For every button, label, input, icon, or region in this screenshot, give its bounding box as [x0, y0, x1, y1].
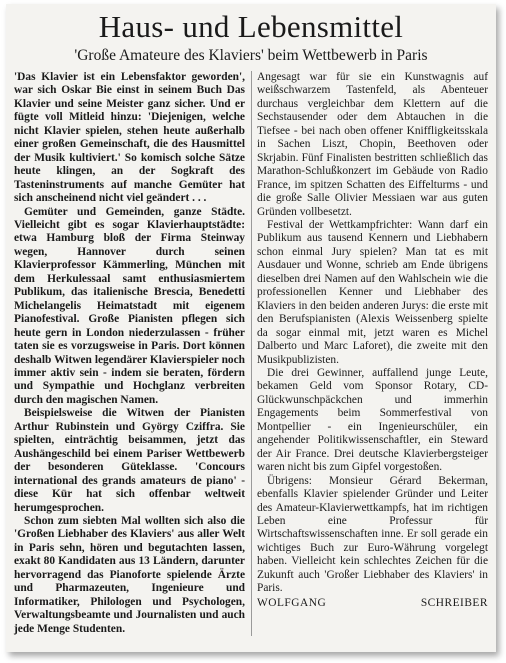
paragraph: Schon zum siebten Mal wollten sich also die 'Großen Liebhaber des Klaviers' aus aller Welt in Paris sehn, hören und begutachten lassen, exakt 80 Kandidaten aus 13 Ländern, darunter hervorragend das Pianoforte spielende Ärzte und Pharmazeuten, Ingenieure und Informatiker, Philologen und Psychologen, Verwaltungsbeamte und Journalisten und auch jede Menge Studenten. — [14, 514, 245, 635]
author-first-name: WOLFGANG — [257, 596, 327, 609]
article-columns — [14, 71, 488, 636]
left-column — [14, 71, 245, 636]
paragraph: Übrigens: Monsieur Gérard Bekerman, ebenfalls Klavier spielender Gründer und Leiter des Amateur-Klavierwettkampfs, hat im richtigen Leben eine Professur für Wirtschaftswissenschaften inne. Er soll gerade ein wichtiges Buch zur Euro-Währung vorgelegt haben. Vielleicht kein schlechtes Zeichen für die Zukunft auch 'Großer Liebhaber des Klaviers' in Paris. — [257, 474, 488, 595]
newspaper-clipping — [6, 4, 496, 652]
paragraph: Festival der Wettkampfrichter: Wann darf ein Publikum aus tausend Kennern und Liebhabern schon einmal Jury spielen? Man tat es mit Ausdauer und Wonne, schrieb am Ende übrigens dieselben drei Namen auf den Wahlschein wie die professionellen Kenner und Liebhaber des Klaviers in den beiden anderen Jurys: die erste mit den Berufspianisten (Alexis Weissenberg spielte da sogar einmal mit, jetzt waren es Michel Dalberto und Marc Laforet), die zweite mit den Musikpublizisten. — [257, 218, 488, 366]
paragraph: Beispielsweise die Witwen der Pianisten Arthur Rubinstein und György Cziffra. Sie spielten, einträchtig beisammen, jetzt das Aushängeschild bei einem Pariser Wettbewerb der besonderen Güteklasse. 'Concours international des grands amateurs de piano' - diese Kür hat sich offenbar weltweit herumgesprochen. — [14, 407, 245, 514]
paragraph: Gemüter und Gemeinden, ganze Städte. Vielleicht gibt es sogar Klavierhauptstädte: etwa Hamburg bloß der Firma Steinway wegen, Hannover durch seinen Klavierprofessor Kämmerling, München mit dem Herkulessaal samt enthusiasmiertem Publikum, das italienische Brescia, Benedetti Michelangelis Heimatstadt mit eigenem Pianofestival. Große Pianisten pflegen sich heute gern in London niederzulassen - früher taten sie es vorzugsweise in Paris. Dort können deshalb Witwen legendärer Klavierspieler noch immer aktiv sein - indem sie beraten, fördern und Sympathie und Hochglanz verbreiten durch den magischen Namen. — [14, 205, 245, 406]
paragraph: Die drei Gewinner, auffallend junge Leute, bekamen Geld vom Sponsor Rotary, CD-Glückwunschpäckchen und immerhin Engagements beim Sommerfestival von Montpellier - ein Ingenieurschüler, ein angehender Politikwissenschaftler, ein Steward der Air France. Drei deutsche Klavierbergsteiger waren nicht bis zum Gipfel vorgestoßen. — [257, 366, 488, 474]
headline: Haus- und Lebensmittel — [98, 9, 404, 44]
author-last-name: SCHREIBER — [420, 596, 488, 609]
paragraph: 'Das Klavier ist ein Lebensfaktor geworden', war sich Oskar Bie einst in seinem Buch Das Klavier und seine Meister ganz sicher. Und er fügte voll Mitleid hinzu: 'Diejenigen, welche nicht Klavier spielen, stehen heute außerhalb einer großen Gemeinschaft, die des Hausmittel der Musik kultiviert.' So komisch solche Sätze heute klingen, an der Sogkraft des Tasteninstruments auf manche Gemüter hat sich anscheinend nicht viel geändert . . . — [14, 71, 245, 205]
subheadline: 'Große Amateure des Klaviers' beim Wettbewerb in Paris — [74, 47, 428, 64]
author-byline — [257, 597, 488, 610]
right-column — [251, 71, 488, 636]
paragraph: Angesagt war für sie ein Kunstwagnis auf weißschwarzem Tastenfeld, als Abenteuer durchaus vergleichbar dem Klettern auf die Sechstausender oder dem Abtauchen in die Tiefsee - bei nach oben offener Kniffligkeitsskala in Sachen Liszt, Chopin, Beethoven oder Skrjabin. Fünf Finalisten bestritten schließlich das Marathon-Schlußkonzert im Gebäude von Radio France, im spitzen Schatten des Eiffelturms - und die große Salle Olivier Messiaen war aus guten Gründen vollbesetzt. — [257, 71, 488, 218]
